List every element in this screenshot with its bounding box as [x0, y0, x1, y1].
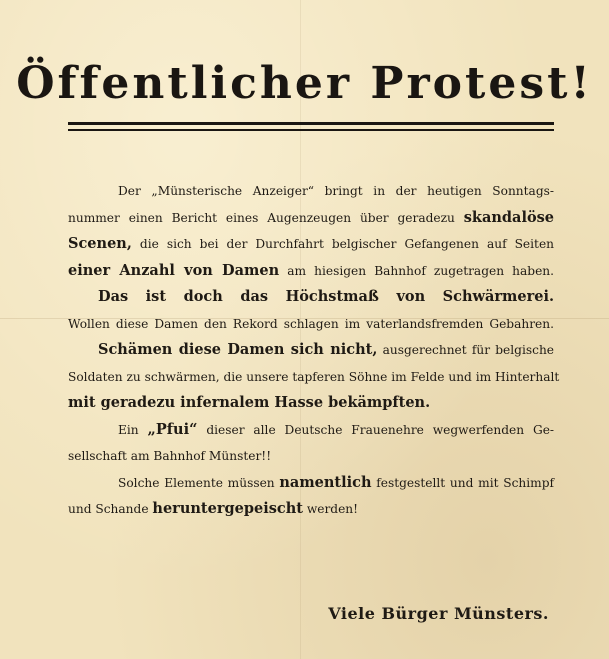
text-segment: Der „Münsterische Anzeiger“ bringt in der heutigen Sonntags-	[118, 184, 554, 198]
emphasis-text: namentlich	[279, 473, 372, 491]
text-line-13	[68, 496, 554, 523]
emphasis-text: Scenen,	[68, 235, 132, 252]
text-line-11	[68, 443, 554, 470]
emphasis-text: „Pfui“	[147, 420, 198, 438]
text-line-6	[68, 311, 554, 338]
poster-title: Öffentlicher Protest!	[16, 58, 593, 109]
text-segment: Wollen diese Damen den Rekord schlagen im vaterlandsfremden Gebahren.	[68, 316, 554, 331]
text-segment: und Schande	[68, 502, 149, 516]
text-segment: sellschaft am Bahnhof Münster!!	[68, 449, 272, 463]
text-segment: am hiesigen Bahnhof zugetragen haben.	[287, 263, 555, 278]
emphasis-text: Das ist doch das Höchstmaß von Schwärmerei.	[98, 288, 554, 305]
emphasis-text: mit geradezu infernalem Hasse bekämpften.	[68, 394, 431, 411]
text-segment: werden!	[306, 502, 359, 516]
text-line-8	[68, 364, 560, 391]
emphasis-text: skandalöse	[463, 208, 555, 226]
text-segment: festgestellt und mit Schimpf	[376, 475, 555, 490]
text-segment: ausgerechnet für belgische	[382, 343, 555, 357]
text-segment: Soldaten zu schwärmen, die unsere tapferen Söhne im Felde und im Hinterhalt	[68, 369, 560, 384]
text-segment: dieser alle Deutsche Frauenehre wegwerfenden Ge-	[206, 422, 555, 437]
text-line-9	[68, 390, 554, 417]
text-segment: nummer einen Bericht eines Augenzeugen über geradezu	[68, 210, 455, 225]
text-segment: die sich bei der Durchfahrt belgischer Gefangenen auf Seiten	[139, 237, 554, 251]
text-line-12	[68, 470, 554, 497]
text-segment: Solche Elemente müssen	[118, 475, 275, 490]
text-line-5	[68, 284, 554, 311]
text-segment: Ein	[118, 422, 139, 437]
title-rule-thick	[68, 122, 554, 125]
emphasis-text: Schämen diese Damen sich nicht,	[98, 341, 378, 358]
text-line-10	[68, 417, 554, 444]
text-line-4	[68, 258, 554, 285]
text-line-1	[68, 178, 554, 205]
text-line-7	[68, 337, 554, 364]
emphasis-text: einer Anzahl von Damen	[68, 261, 280, 279]
emphasis-text: heruntergepeischt	[152, 500, 303, 517]
text-line-2	[68, 205, 554, 232]
poster-body	[68, 178, 560, 523]
text-line-3	[68, 231, 554, 258]
title-rule-thin	[68, 129, 554, 131]
signature-line: Viele Bürger Münsters.	[328, 604, 549, 623]
